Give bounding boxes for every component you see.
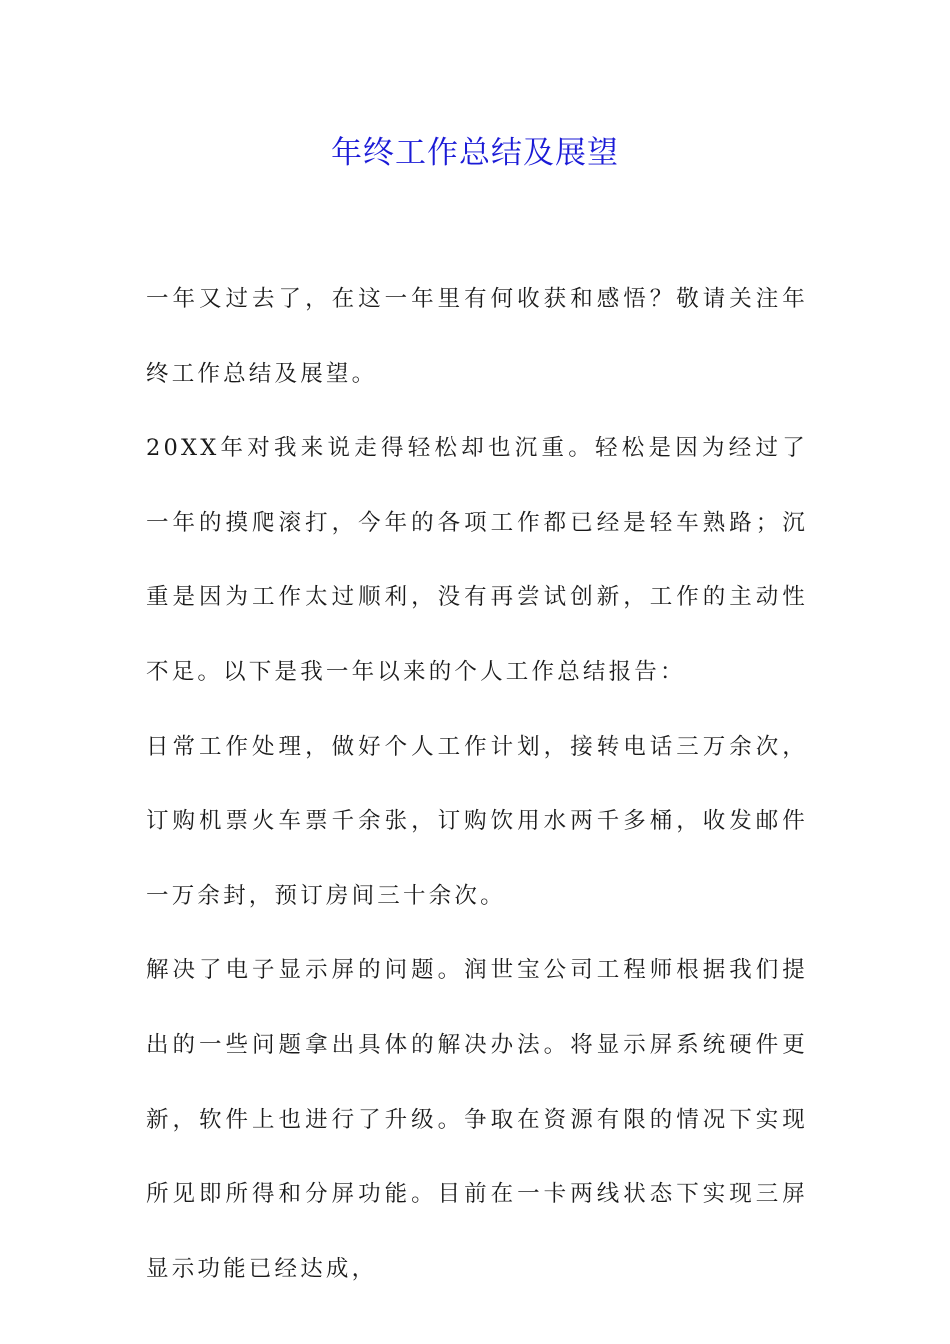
document-title: 年终工作总结及展望 [331,135,619,171]
paragraph-intro: 一年又过去了，在这一年里有何收获和感悟？敬请关注年终工作总结及展望。 [146,286,808,387]
paragraph-display-screen: 解决了电子显示屏的问题。润世宝公司工程师根据我们提出的一些问题拿出具体的解决办法。将显示屏系统硬件更新，软件上也进行了升级。争取在资源有限的情况下实现所见即所得和分屏功能。目前在一卡两线状态下实现三屏显示功能已经达成， [146,957,808,1282]
document-body [146,262,808,1306]
paragraph-year-review: 20XX年对我来说走得轻松却也沉重。轻松是因为经过了一年的摸爬滚打，今年的各项工作都已经是轻车熟路；沉重是因为工作太过顺利，没有再尝试创新，工作的主动性不足。以下是我一年以来的个人工作总结报告： [146,435,808,685]
paragraph-daily-work: 日常工作处理，做好个人工作计划，接转电话三万余次，订购机票火车票千余张，订购饮用水两千多桶，收发邮件一万余封，预订房间三十余次。 [146,733,808,909]
